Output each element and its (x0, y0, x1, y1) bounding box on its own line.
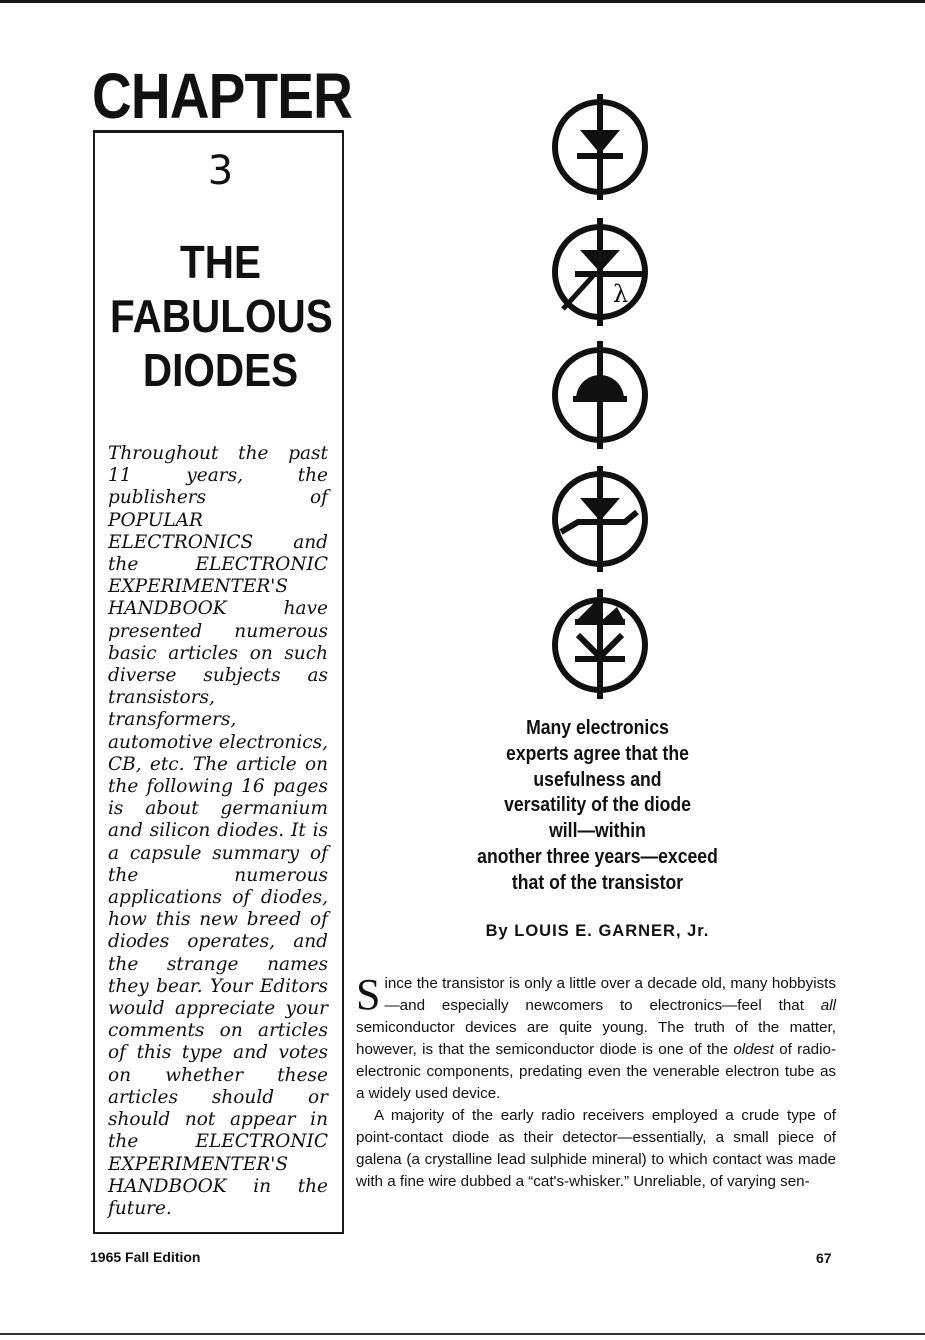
tunnel-diode-symbol-icon (545, 339, 655, 451)
chapter-number: 3 (207, 148, 234, 194)
deck-line: versatility of the diode (504, 794, 691, 817)
bidirectional-diode-symbol-icon (545, 587, 655, 702)
deck-line: another three years—exceed (477, 845, 718, 868)
chapter-heading: CHAPTER (92, 60, 353, 132)
body-paragraph: Since the transistor is only a little over a decade old, many hobbyists—and especially newcomers to electronics—feel that all semiconductor devices are quite young. The truth of the matter, however, is that the semiconductor diode is one of the oldest of radio-electronic components, predating even the venerable electron tube as a widely used device. (356, 970, 836, 1102)
deck-line: Many electronics (526, 717, 669, 739)
byline: By LOUIS E. GARNER, Jr. (485, 922, 710, 940)
article-title (95, 235, 346, 397)
article-title-line: DIODES (142, 344, 299, 396)
body-paragraph: A majority of the early radio receivers employed a crude type of point-contact diode as their detector—essentially, a small piece of galena (a crystalline lead sulphide mineral) to which contact was made with a fine wire dubbed a “cat's-whisker.” Unreliable, of varying sen- (356, 1107, 836, 1190)
deck-line: will—within (549, 820, 646, 843)
edition-label: 1965 Fall Edition (90, 1249, 201, 1265)
diode-symbols-column (545, 92, 655, 702)
deck-line: usefulness and (533, 768, 662, 791)
page-number: 67 (816, 1250, 832, 1266)
top-rule (0, 0, 925, 3)
article-deck (455, 716, 740, 897)
bottom-rule (0, 1333, 925, 1335)
article-title-line: FABULOUS (110, 290, 333, 342)
deck-line: experts agree that the (506, 742, 689, 765)
deck-line: that of the transistor (511, 871, 684, 894)
diode-symbol-icon (545, 92, 655, 202)
article-title-line: THE (180, 236, 261, 288)
lambda-label: λ (613, 280, 629, 308)
drop-cap: S (356, 970, 381, 1019)
zener-diode-symbol-icon (545, 464, 655, 574)
editor-note: Throughout the past 11 years, the publishers of POPULAR ELECTRONICS and the ELECTRONIC EXPERIMENTER'S HANDBOOK have presented numerous basic articles on such diverse subjects as transistors, transformers, automotive electronics, CB, etc. The article on the following 16 pages is about germanium and silicon diodes. It is a capsule summary of the numerous applications of diodes, how this new breed of diodes operates, and the strange names they bear. Your Editors would appreciate your comments on articles of this type and votes on whether these articles should or should not appear in the ELECTRONIC EXPERIMENTER'S HANDBOOK in the future. (108, 443, 328, 1219)
photodiode-symbol-icon (545, 214, 655, 329)
article-body (356, 970, 836, 1193)
